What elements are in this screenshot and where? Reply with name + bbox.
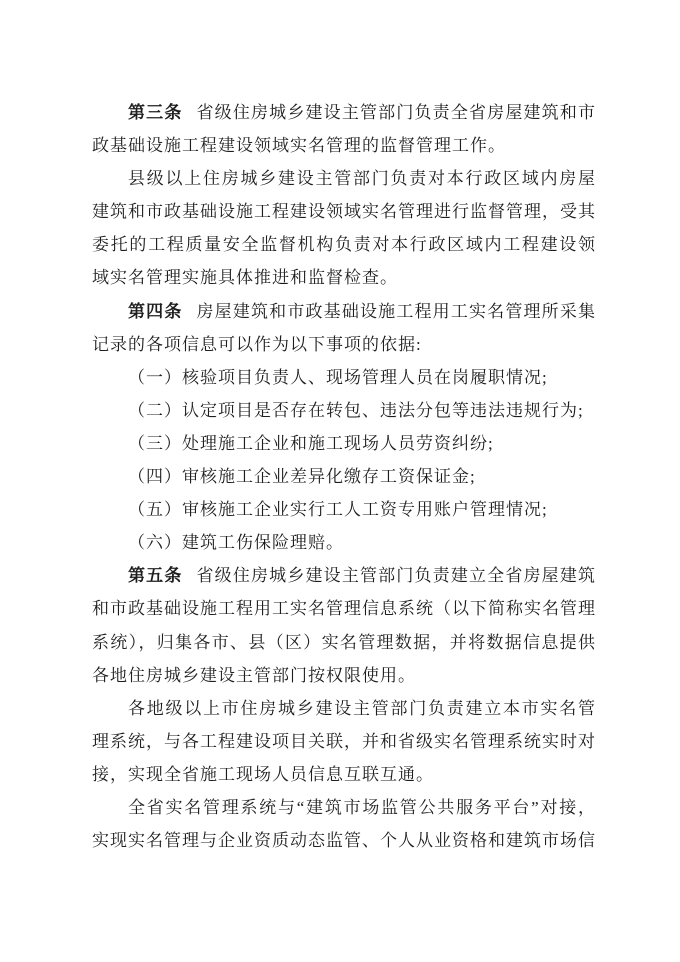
- paragraph: [92, 559, 596, 691]
- text-line: 第三条 省级住房城乡建设主管部门负责全省房屋建筑和市: [128, 103, 596, 122]
- paragraph: [92, 427, 596, 460]
- text-line: 域实名管理实施具体推进和监督检查。: [92, 268, 398, 288]
- text-line: 全省实名管理系统与“建筑市场监管公共服务平台”对接，: [128, 797, 596, 817]
- paragraph: [92, 526, 596, 559]
- paragraph: [92, 394, 596, 427]
- text-line: 第五条 省级住房城乡建设主管部门负责建立全省房屋建筑: [128, 566, 596, 586]
- text-line: （一）核验项目负责人、现场管理人员在岗履职情况;: [128, 367, 548, 387]
- article-number: 第四条: [128, 301, 183, 321]
- article-number: 第三条: [128, 103, 183, 122]
- paragraph: [92, 460, 596, 493]
- text-line: 各地住房城乡建设主管部门按权限使用。: [92, 665, 416, 685]
- text-line: 理系统，与各工程建设项目关联，并和省级实名管理系统实时对: [92, 731, 596, 751]
- text-line: 第四条 房屋建筑和市政基础设施工程用工实名管理所采集: [128, 301, 596, 321]
- text-line: 记录的各项信息可以作为以下事项的依据:: [92, 334, 422, 354]
- text-line: （六）建筑工伤保险理赔。: [128, 533, 344, 553]
- text-line: 政基础设施工程建设领域实名管理的监督管理工作。: [92, 136, 506, 156]
- text-line: 各地级以上市住房城乡建设主管部门负责建立本市实名管: [128, 698, 596, 718]
- document-body: [92, 96, 596, 857]
- paragraph: [92, 295, 596, 361]
- paragraph: [92, 791, 596, 857]
- text-line: 委托的工程质量安全监督机构负责对本行政区域内工程建设领: [92, 235, 596, 255]
- paragraph: [92, 96, 596, 162]
- text-line: （三）处理施工企业和施工现场人员劳资纠纷;: [128, 433, 494, 453]
- paragraph: [92, 162, 596, 294]
- text-line: （五）审核施工企业实行工人工资专用账户管理情况;: [128, 500, 548, 520]
- paragraph: [92, 493, 596, 526]
- paragraph: [92, 361, 596, 394]
- text-line: 和市政基础设施工程用工实名管理信息系统（以下简称实名管理: [92, 599, 596, 619]
- text-line: （二）认定项目是否存在转包、违法分包等违法违规行为;: [128, 400, 584, 420]
- text-line: （四）审核施工企业差异化缴存工资保证金;: [128, 467, 476, 487]
- text-line: 接，实现全省施工现场人员信息互联互通。: [92, 764, 434, 784]
- text-line: 系统），归集各市、县（区）实名管理数据，并将数据信息提供: [92, 632, 596, 652]
- paragraph: [92, 692, 596, 791]
- text-line: 县级以上住房城乡建设主管部门负责对本行政区域内房屋: [128, 169, 596, 189]
- text-line: 实现实名管理与企业资质动态监管、个人从业资格和建筑市场信: [92, 831, 596, 851]
- article-number: 第五条: [128, 566, 183, 586]
- text-line: 建筑和市政基础设施工程建设领域实名管理进行监督管理，受其: [92, 202, 596, 222]
